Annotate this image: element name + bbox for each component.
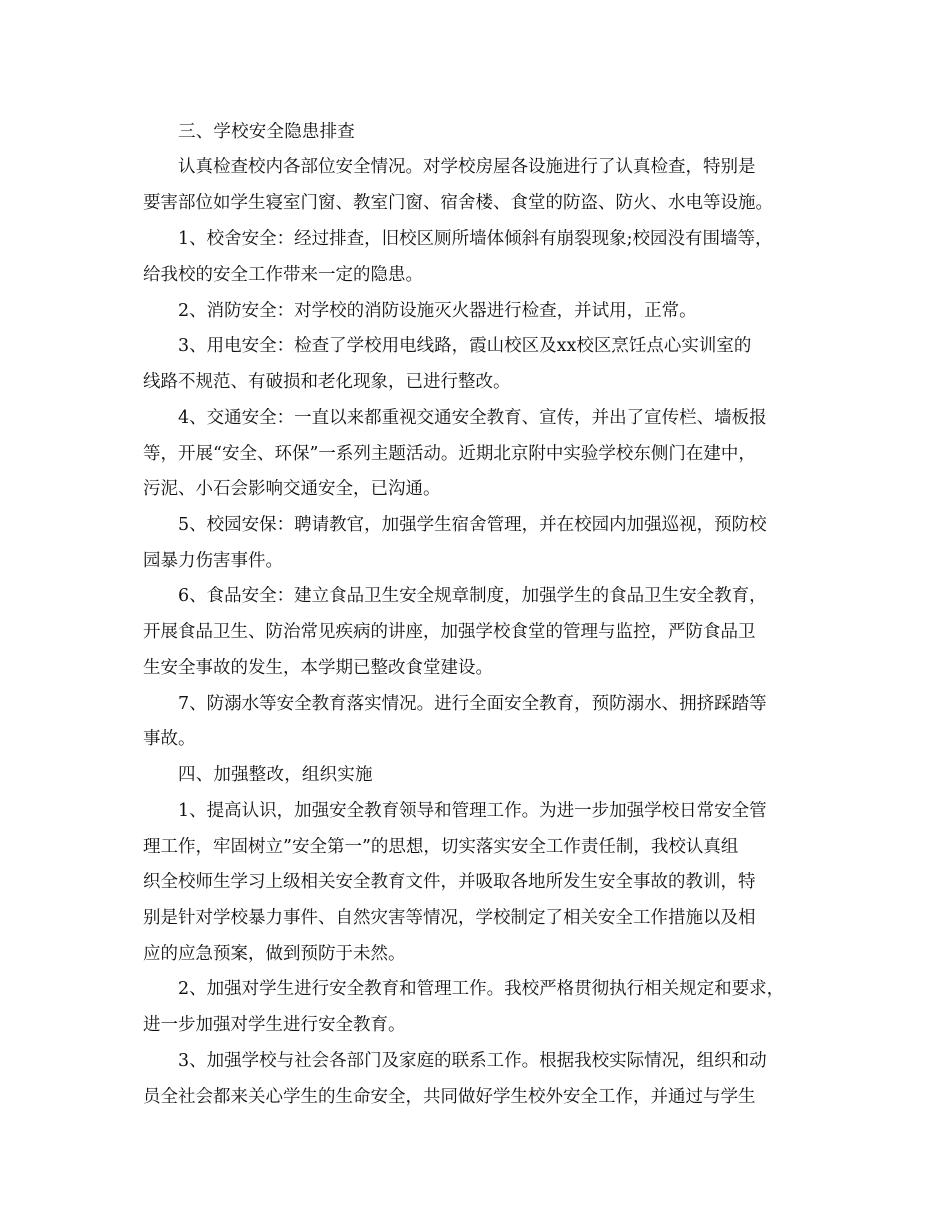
paragraph-line: 生安全事故的发生，本学期已整改食堂建设。 [143,658,493,678]
paragraph-line: 进一步加强对学生进行安全教育。 [143,1015,406,1035]
paragraph-line: 员全社会都来关心学生的生命安全，共同做好学生校外安全工作，并通过与学生 [143,1087,756,1107]
paragraph-line: 1、提高认识，加强安全教育领导和管理工作。为进一步加强学校日常安全管 [178,801,767,821]
paragraph-line: 事故。 [143,729,196,749]
paragraph-line: 别是针对学校暴力事件、自然灾害等情况，学校制定了相关安全工作措施以及相 [143,908,756,928]
paragraph-line: 3、加强学校与社会各部门及家庭的联系工作。根据我校实际情况，组织和动 [178,1051,767,1071]
paragraph-line: 4、交通安全：一直以来都重视交通安全教育、宣传，并出了宣传栏、墙板报 [178,408,767,428]
paragraph-line: 5、校园安保：聘请教官，加强学生宿舍管理，并在校园内加强巡视，预防校 [178,515,767,535]
paragraph-line: 等，开展“安全、环保”一系列主题活动。近期北京附中实验学校东侧门在建中， [143,444,756,464]
section-heading: 四、加强整改，组织实施 [178,765,373,785]
paragraph-line: 污泥、小石会影响交通安全，已沟通。 [143,479,441,499]
paragraph-line: 7、防溺水等安全教育落实情况。进行全面安全教育，预防溺水、拥挤踩踏等 [178,694,767,714]
paragraph-line: 园暴力伤害事件。 [143,551,283,571]
paragraph-line: 线路不规范、有破损和老化现象，已进行整改。 [143,372,511,392]
paragraph-line: 6、食品安全：建立食品卫生安全规章制度，加强学生的食品卫生安全教育， [178,586,767,606]
paragraph-line: 3、用电安全：检查了学校用电线路，霞山校区及xx校区烹饪点心实训室的 [178,336,752,356]
paragraph-line: 理工作，牢固树立”安全第一”的思想，切实落实安全工作责任制，我校认真组 [143,837,739,857]
paragraph-line: 开展食品卫生、防治常见疾病的讲座，加强学校食堂的管理与监控，严防食品卫 [143,622,756,642]
section-heading: 三、学校安全隐患排查 [178,122,355,142]
paragraph-line: 认真检查校内各部位安全情况。对学校房屋各设施进行了认真检查，特别是 [178,157,756,177]
paragraph-line: 2、消防安全：对学校的消防设施灭火器进行检查，并试用，正常。 [178,301,697,321]
paragraph-line: 1、校舍安全：经过排查，旧校区厕所墙体倾斜有崩裂现象;校园没有围墙等， [178,229,773,249]
paragraph-line: 织全校师生学习上级相关安全教育文件，并吸取各地所发生安全事故的教训，特 [143,872,756,892]
paragraph-line: 要害部位如学生寝室门窗、教室门窗、宿舍楼、食堂的防盗、防火、水电等设施。 [143,193,773,213]
paragraph-line: 2、加强对学生进行安全教育和管理工作。我校严格贯彻执行相关规定和要求， [178,979,785,999]
paragraph-line: 应的应急预案，做到预防于未然。 [143,944,406,964]
paragraph-line: 给我校的安全工作带来一定的隐患。 [143,265,423,285]
